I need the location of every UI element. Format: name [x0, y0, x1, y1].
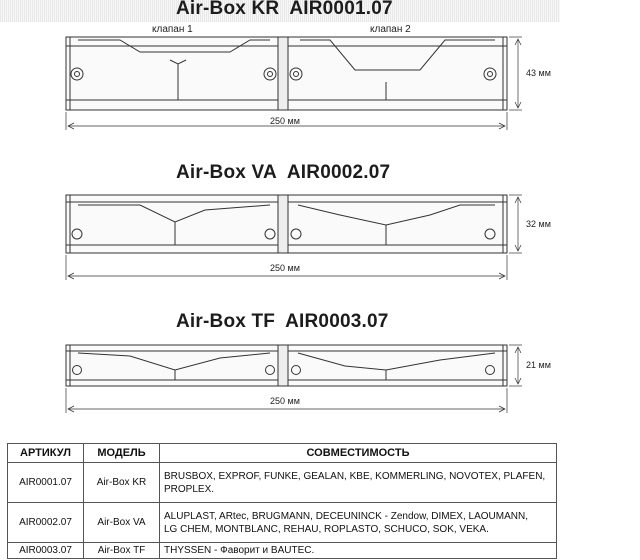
table-row	[8, 503, 557, 543]
compat-line: BRUSBOX, EXPROF, FUNKE, GEALAN, KBE, KOMMERLING, NOVOTEX, PLAFEN,	[164, 470, 546, 482]
length-value: 250	[270, 396, 286, 406]
length-dimension	[270, 396, 300, 406]
center-joint	[278, 37, 288, 110]
center-joint	[278, 345, 288, 386]
valve-label: клапан 2	[370, 24, 411, 35]
compat-line: LG CHEM, MONTBLANC, REHAU, ROPLASTO, SCHUCO, SOK, VEKA.	[164, 523, 489, 535]
product-title	[176, 311, 389, 333]
product-name: Air-Box KR	[176, 0, 280, 19]
header-article: АРТИКУЛ	[8, 444, 84, 463]
center-joint	[278, 195, 288, 253]
height-value: 21	[526, 360, 537, 370]
length-dimension	[270, 263, 300, 273]
cell-compatibility	[160, 503, 557, 543]
header-model: МОДЕЛЬ	[84, 444, 160, 463]
height-dimension	[526, 219, 551, 229]
cell-article: AIR0002.07	[8, 503, 84, 543]
height-dimension	[526, 68, 551, 78]
length-value: 250	[270, 116, 286, 126]
height-unit: мм	[538, 360, 551, 370]
product-article: AIR0003.07	[285, 311, 389, 332]
height-value: 32	[526, 219, 537, 229]
length-value: 250	[270, 263, 286, 273]
cell-article: AIR0001.07	[8, 463, 84, 503]
compatibility-table	[7, 443, 557, 559]
cell-compatibility	[160, 543, 557, 559]
product-article: AIR0002.07	[286, 162, 391, 183]
table-row	[8, 543, 557, 559]
height-dimension	[526, 360, 551, 370]
product-name: Air-Box TF	[176, 311, 276, 332]
table-row	[8, 463, 557, 503]
cell-model: Air-Box KR	[84, 463, 160, 503]
cell-model: Air-Box TF	[84, 543, 160, 559]
valve-label: клапан 1	[152, 24, 193, 35]
height-unit: мм	[538, 219, 551, 229]
height-unit: мм	[538, 68, 551, 78]
height-value: 43	[526, 68, 537, 78]
header-compatibility: СОВМЕСТИМОСТЬ	[160, 444, 557, 463]
length-unit: мм	[287, 263, 300, 273]
length-unit: мм	[287, 396, 300, 406]
cell-compatibility	[160, 463, 557, 503]
cell-model: Air-Box VA	[84, 503, 160, 543]
length-unit: мм	[287, 116, 300, 126]
table-header-row	[8, 444, 557, 463]
compat-line: ALUPLAST, ARtec, BRUGMANN, DECEUNINCK - Zendow, DIMEX, LAOUMANN,	[164, 510, 528, 522]
length-dimension	[270, 116, 300, 126]
product-title	[176, 162, 390, 184]
compat-line: PROPLEX.	[164, 483, 215, 495]
cell-article: AIR0003.07	[8, 543, 84, 559]
product-article: AIR0001.07	[289, 0, 393, 19]
compat-line: THYSSEN - Фаворит и BAUTEC.	[164, 545, 315, 556]
product-name: Air-Box VA	[176, 162, 277, 183]
